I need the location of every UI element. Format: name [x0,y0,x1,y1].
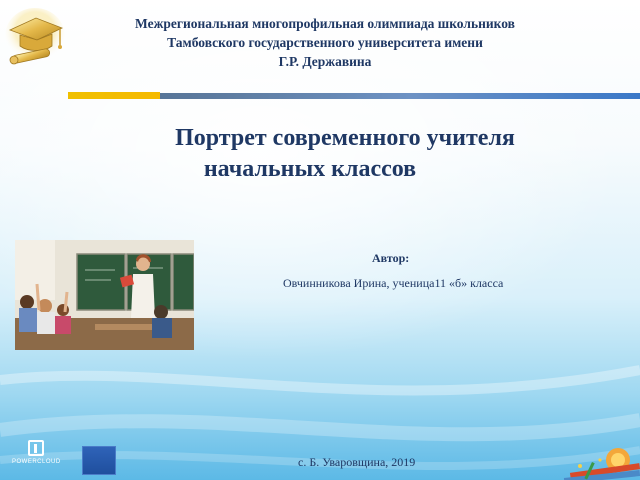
author-name: Овчинникова Ирина, ученица11 «б» класса [283,276,504,290]
footer-place: с. Б. Уваровщина, 2019 [298,455,416,469]
main-title-line-2: начальных классов [203,156,417,182]
graduation-cap-icon [4,6,66,72]
header-line-2: Тамбовского государственного университета имени [167,35,483,50]
brand-text: POWERCLOUD [12,459,61,465]
powercloud-logo [12,440,60,474]
header-divider-accent [68,92,160,99]
main-title-line-1: Портрет современного учителя [175,125,515,151]
books-icon [560,440,640,480]
header-line-3: Г.Р. Державина [278,54,372,69]
slide-nav-square [82,446,116,475]
header-line-1: Межрегиональная многопрофильная олимпиада школьников [135,16,515,31]
author-label: Автор: [372,251,410,265]
main-title [120,123,570,185]
powercloud-icon [28,440,44,456]
classroom-photo [15,240,194,350]
header-title [70,14,580,71]
